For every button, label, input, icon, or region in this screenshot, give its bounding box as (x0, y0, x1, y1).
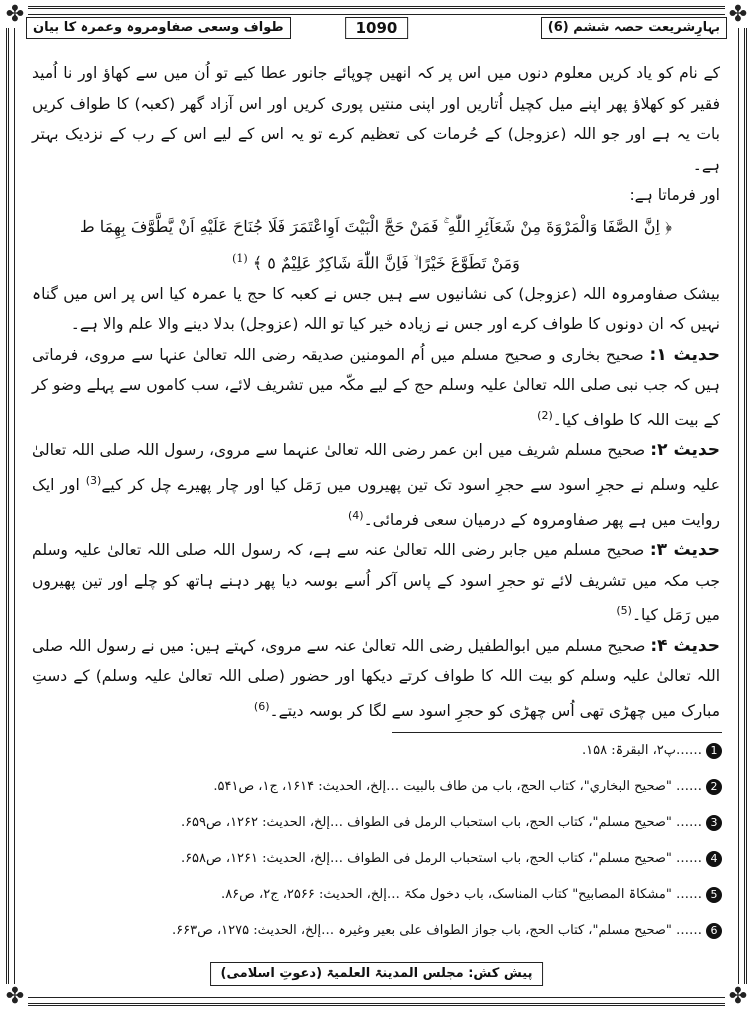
footnote-number: 3 (706, 815, 722, 831)
page-body (32, 58, 720, 727)
page-number: 1090 (345, 17, 409, 39)
verse-line: ﴿ اِنَّ الصَّفَا وَالْمَرْوَةَ مِنْ شَعَآئِرِ اللّٰهِ ۚ فَمَنْ حَجَّ الْبَيْتَ اَوِاعْتَمَرَ فَلَا جُنَاحَ عَلَيْهِ اَنْ يَّطَّوَّفَ بِهِمَا ط (79, 216, 673, 236)
corner-ornament-icon: ✤ (2, 2, 28, 28)
footnote-item (30, 740, 722, 762)
paragraph: بیشک صفاومروہ اللہ (عزوجل) کی نشانیوں سے ہیں جس نے کعبہ کا حج یا عمرہ کیا اس پر اس میں گناہ نہیں کہ ان دونوں کا طواف کرے اور جس نے زیادہ خیر کیا تو اللہ (عزوجل) بدلا دینے والا علم والا ہے۔ (32, 284, 720, 334)
footnote-ref: (3) (85, 473, 102, 487)
footnote-item (30, 776, 722, 798)
footnote-item (30, 848, 722, 870)
hadith-block (32, 435, 720, 535)
hadith-label: حدیث ۱: (649, 344, 720, 365)
hadith-label: حدیث ۴: (650, 635, 720, 656)
hadith-text: صحیح مسلم میں جابر رضی اللہ تعالیٰ عنہ سے ہے، کہ رسول اللہ صلی اللہ تعالیٰ علیہ وسلم جب مکہ میں تشریف لائے تو حجرِ اسود کے پاس آکر اُسے بوسہ دیا پھر دہنے ہاتھ کو چلے اور تین پھیروں میں رَمَل کیا۔ (32, 541, 720, 625)
hadith-label: حدیث ۳: (649, 540, 720, 561)
chapter-title: طواف وسعی صفاومروہ وعمرہ کا بیان (26, 17, 291, 39)
footnote-item (30, 812, 722, 834)
hadith-block (32, 631, 720, 727)
hadith-block (32, 535, 720, 631)
hadith-text: صحیح بخاری و صحیح مسلم میں اُم المومنین صدیقہ رضی اللہ تعالیٰ عنہا سے مروی، فرماتی ہیں کہ جب نبی صلی اللہ تعالیٰ علیہ وسلم حج کے لیے مکّہ میں تشریف لائے، سب کاموں سے پہلے وضو کر کے بیت اللہ کا طواف کیا۔ (32, 345, 720, 429)
page-footer (26, 962, 727, 986)
footnote-number: 6 (706, 923, 722, 939)
footnote-text: …… "مشکاۃ المصابیح" کتاب المناسک، باب دخول مکۃ …إلخ، الحدیث: ۲۵۶۶، ج۲، ص۸۶. (221, 887, 702, 902)
corner-ornament-icon: ✤ (725, 984, 751, 1010)
footnote-number: 1 (706, 743, 722, 759)
page-header (26, 14, 727, 38)
footnote-ref: (2) (537, 408, 553, 422)
footnote-item (30, 920, 722, 942)
verse-line: وَمَنْ تَطَوَّعَ خَيْرًا ۙ فَاِنَّ اللّٰهَ شَاكِرٌ عَلِيْمٌ ٥ ﴾ (252, 252, 520, 272)
footnote-number: 2 (706, 779, 722, 795)
publisher-credit: پیش کش: مجلس المدینۃ العلمیۃ (دعوتِ اسلامی) (210, 962, 544, 986)
quran-verse (32, 211, 720, 279)
footnote-text: …… "صحیح مسلم"، کتاب الحج، باب جواز الطواف علی بعیر وغیرہ …إلخ، الحدیث: ۱۲۷۵، ص۶۶۳. (172, 923, 702, 938)
footnote-item (30, 884, 722, 906)
paragraph: کے نام کو یاد کریں معلوم دنوں میں اس پر کہ انھیں چوپائے جانور عطا کیے تو اُن میں سے کھاؤ اور نا اُمید فقیر کو کھلاؤ پھر اپنے میل کچیل اُتاریں اور اپنی منتیں پوری کریں اور اس آزاد گھر (کعبہ) کا طواف کریں بات یہ ہے اور جو اللہ (عزوجل) کے حُرمات کی تعظیم کرے تو یہ اس کے لیے اس کے رب کے نزدیک بہتر ہے۔ (32, 64, 720, 174)
footnote-number: 4 (706, 851, 722, 867)
footnote-ref: (4) (347, 508, 364, 522)
corner-ornament-icon: ✤ (2, 984, 28, 1010)
corner-ornament-icon: ✤ (725, 2, 751, 28)
hadith-block (32, 340, 720, 436)
footnote-number: 5 (706, 887, 722, 903)
footnote-ref: (1) (232, 251, 248, 265)
footnote-text: …… "صحیح البخاري"، کتاب الحج، باب من طاف بالبیت …إلخ، الحدیث: ۱۶۱۴، ج۱، ص۵۴۱. (213, 779, 702, 794)
paragraph: اور فرماتا ہے: (629, 186, 720, 204)
book-title: بہارِشریعت حصہ ششم (6) (541, 17, 727, 39)
footnote-text: …… "صحیح مسلم"، کتاب الحج، باب استحباب الرمل فی الطواف …إلخ، الحدیث: ۱۲۶۲، ص۶۵۹. (180, 815, 702, 830)
footnote-ref: (5) (616, 604, 632, 618)
hadith-text: اور ایک روایت میں ہے پھر صفاومروہ کے درمیان سعی فرمائی۔ (32, 476, 720, 529)
footnote-ref: (6) (253, 699, 270, 713)
hadith-text: صحیح مسلم شریف میں ابن عمر رضی اللہ تعالیٰ عنہما سے مروی، رسول اللہ صلی اللہ تعالیٰ علیہ وسلم نے حجرِ اسود سے حجرِ اسود تک تین پھیروں میں رَمَل کیا اور چار پھیرے چل کر کیے (32, 441, 720, 495)
footnote-text: …… "صحیح مسلم"، کتاب الحج، باب استحباب الرمل فی الطواف …إلخ، الحدیث: ۱۲۶۱، ص۶۵۸. (180, 851, 702, 866)
hadith-label: حدیث ۲: (650, 440, 720, 461)
footnote-divider (392, 732, 722, 733)
hadith-text: صحیح مسلم میں ابوالطفیل رضی اللہ تعالیٰ عنہ سے مروی، کہتے ہیں: میں نے رسول اللہ صلی اللہ تعالیٰ علیہ وسلم کو بیت اللہ کا طواف کرتے دیکھا اور حضور (صلی اللہ تعالیٰ علیہ وسلم) کے دستِ مبارک میں چھڑی تھی اُس چھڑی کو حجرِ اسود سے لگا کر بوسہ دیتے۔ (32, 636, 720, 721)
footnote-text: ……پ۲، البقرۃ: ۱۵۸. (581, 743, 702, 758)
